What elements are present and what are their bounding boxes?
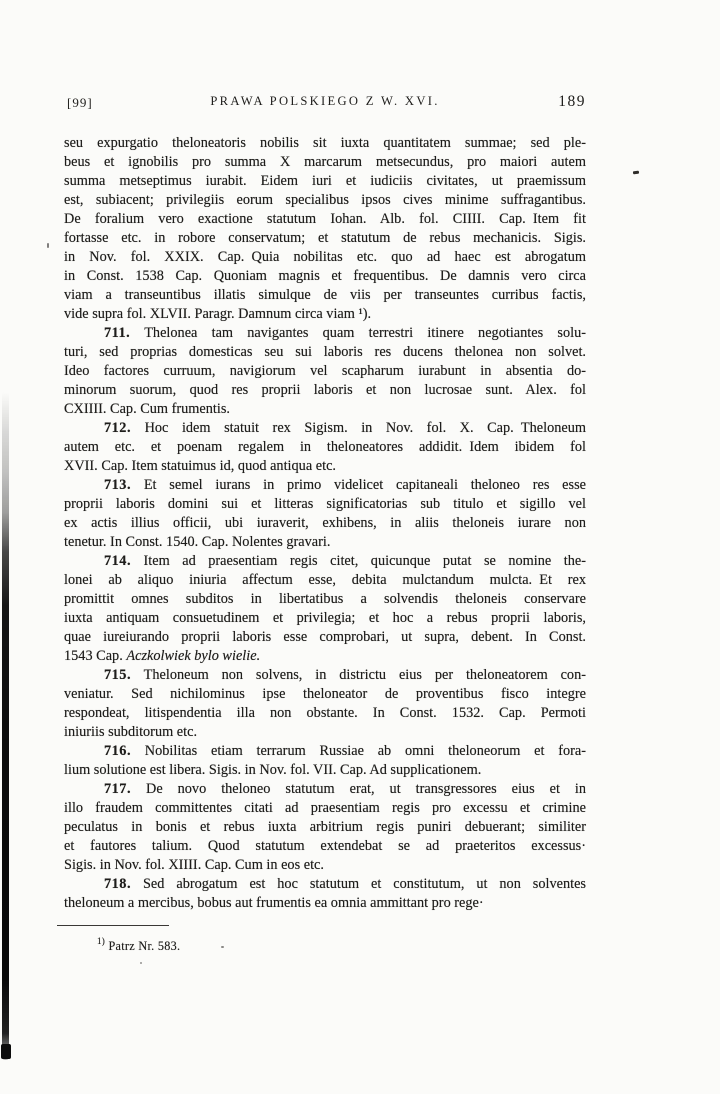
text-segment: CXIIII. Cap. Cum frumentis. [64,401,230,417]
paragraph-number: 717. [104,781,132,797]
text-line [64,362,586,381]
paragraph [64,875,586,913]
scan-edge-artifact [2,392,9,1060]
text-line [64,153,586,172]
text-segment: quae iureiurando proprii laboris esse comprobari, ut supra, debent. In Const. [64,629,586,645]
text-line [64,419,586,438]
text-segment: et fautores talium. Quod statutum extendebat se ad praeteritos excessus· [64,838,586,854]
text-segment: Thelonea tam navigantes quam terrestri itinere negotiantes solu- [130,325,586,341]
paragraph-number: 714. [104,553,132,569]
scan-edge-blot [1,1044,11,1059]
cited-title: Aczkolwiek bylo wielie. [126,648,261,664]
text-line [64,134,586,153]
scan-speck [140,962,142,964]
paragraph-number: 716. [104,743,132,759]
text-line [64,837,586,856]
text-segment: Theloneum non solvens, in districtu eius per theloneatorem con- [131,667,586,683]
footnote-text: Patrz Nr. 583. [105,939,181,953]
paragraph-number: 713. [104,477,132,493]
paragraph [64,780,586,875]
text-line [64,343,586,362]
text-line [64,267,586,286]
text-segment: Nobilitas etiam terrarum Russiae ab omni theloneorum et fora- [131,743,586,759]
text-line [64,552,586,571]
text-segment: Ideo factores curruum, navigiorum vel scapharum iurabunt in absentia do- [64,363,586,379]
text-line [64,457,586,476]
paragraph [64,324,586,419]
text-segment: promittit omnes subditos in libertatibus a solvendis theloneis conservare [64,591,586,607]
scan-speck [221,946,224,948]
text-segment: summa metseptimus iurabit. Eidem iuri et iudiciis civitates, ut praemissum [64,173,586,189]
page-number: 189 [558,93,586,110]
running-title: PRAWA POLSKIEGO Z W. XVI. [210,94,440,108]
text-segment: est, subiacent; privilegiis eorum specialibus ipsos cives minime suffragantibus. [64,192,586,208]
text-line [64,685,586,704]
page-header [64,94,586,114]
text-line [64,305,586,324]
text-segment: in Const. 1538 Cap. Quoniam magnis et frequentibus. De damnis vero circa [64,268,586,284]
text-line [64,381,586,400]
text-segment: De novo theloneo statutum erat, ut transgressores eius et in [131,781,586,797]
text-segment: veniatur. Sed nichilominus ipse theloneator de proventibus fisco integre [64,686,586,702]
text-segment: Item ad praesentiam regis citet, quicunque putat se nomine the- [131,553,586,569]
text-line [64,799,586,818]
text-line [64,172,586,191]
text-line [64,286,586,305]
text-segment: 1543 Cap. [64,648,127,664]
text-segment: Sigis. in Nov. fol. XIIII. Cap. Cum in eos etc. [64,857,324,873]
folio-mark: [99] [67,95,93,110]
text-segment: beus et ignobilis pro summa X marcarum metsecundus, pro maiori autem [64,154,586,170]
text-line [64,590,586,609]
text-segment: tenetur. In Const. 1540. Cap. Nolentes gravari. [64,534,331,550]
text-segment: theloneum a mercibus, bobus aut frumentis ea omnia ammittant pro rege· [64,895,484,911]
text-line [64,248,586,267]
text-segment: ex actis illius officii, ubi iuraverit, exhibens, in aliis theloneis iurare non [64,515,586,531]
footnote-marker: 1) [97,936,106,946]
text-line [64,875,586,894]
paragraph-number: 711. [104,325,131,341]
text-segment: vide supra fol. XLVII. Paragr. Damnum circa viam ¹). [64,306,372,322]
text-segment: proprii laboris domini sui et litteras significatorias sub titulo et sigillo vel [64,496,586,512]
text-segment: minorum suorum, quod res proprii laboris et non lucrosae sunt. Alex. fol [64,382,586,398]
text-segment: iniuriis subditorum etc. [64,724,198,740]
paragraph [64,419,586,476]
text-line [64,628,586,647]
text-line [64,210,586,229]
paragraph [64,666,586,742]
text-line [64,533,586,552]
text-line [64,229,586,248]
text-line [64,761,586,780]
text-line [64,571,586,590]
text-segment: in Nov. fol. XXIX. Cap. Quia nobilitas etc. quo ad haec est abrogatum [64,249,586,265]
paragraph [64,552,586,666]
text-line [64,780,586,799]
paragraph [64,742,586,780]
scan-speck [47,243,49,248]
footnote [97,936,180,954]
text-segment: viam a transeuntibus illatis simulque de viis per transeuntes curribus factis, [64,287,586,303]
text-line [64,495,586,514]
text-segment: seu expurgatio theloneatoris nobilis sit iuxta quantitatem summae; sed ple- [64,135,586,151]
text-segment: iuxta antiquam consuetudinem et privilegia; et hoc a rebus proprii laboris, [64,610,586,626]
text-segment: autem etc. et poenam regalem in theloneatores addidit. Idem ibidem fol [64,439,586,455]
text-segment: peculatus in bonis et rebus iuxta arbitrium regis puniri debuerant; similiter [64,819,586,835]
text-line [64,324,586,343]
text-line [64,894,586,913]
text-line [64,647,586,666]
text-line [64,514,586,533]
paragraph [64,134,586,324]
footnote-rule [57,925,169,926]
text-segment: respondeat, litispendentia illa non obstante. In Const. 1532. Cap. Permoti [64,705,586,721]
text-line [64,438,586,457]
paragraph-number: 712. [104,420,132,436]
text-segment: De foralium vero exactione statutum Iohan. Alb. fol. CIIII. Cap. Item fit [64,211,586,227]
text-line [64,704,586,723]
text-line [64,666,586,685]
text-line [64,856,586,875]
text-segment: fortasse etc. in robore conservatum; et statutum de rebus mechanicis. Sigis. [64,230,586,246]
text-segment: XVII. Cap. Item statuimus id, quod antiqua etc. [64,458,336,474]
text-segment: Sed abrogatum est hoc statutum et constitutum, ut non solventes [131,876,586,892]
text-segment: Et semel iurans in primo videlicet capitaneali theloneo res esse [131,477,586,493]
text-segment: lium solutione est libera. Sigis. in Nov. fol. VII. Cap. Ad supplicationem. [64,762,482,778]
text-line [64,400,586,419]
text-segment: turi, sed proprias domesticas seu sui laboris res ducens thelonea non solvet. [64,344,586,360]
text-line [64,742,586,761]
text-block [64,134,586,913]
paragraph [64,476,586,552]
text-line [64,818,586,837]
text-segment: Hoc idem statuit rex Sigism. in Nov. fol. X. Cap. Theloneum [131,420,586,436]
text-line [64,191,586,210]
text-line [64,609,586,628]
paragraph-number: 715. [104,667,132,683]
scan-speck [633,171,639,175]
text-line [64,723,586,742]
text-segment: lonei ab aliquo iniuria affectum esse, debita mulctandum mulcta. Et rex [64,572,586,588]
text-line [64,476,586,495]
paragraph-number: 718. [104,876,132,892]
text-segment: illo fraudem committentes citati ad praesentiam regis pro excessu et crimine [64,800,586,816]
